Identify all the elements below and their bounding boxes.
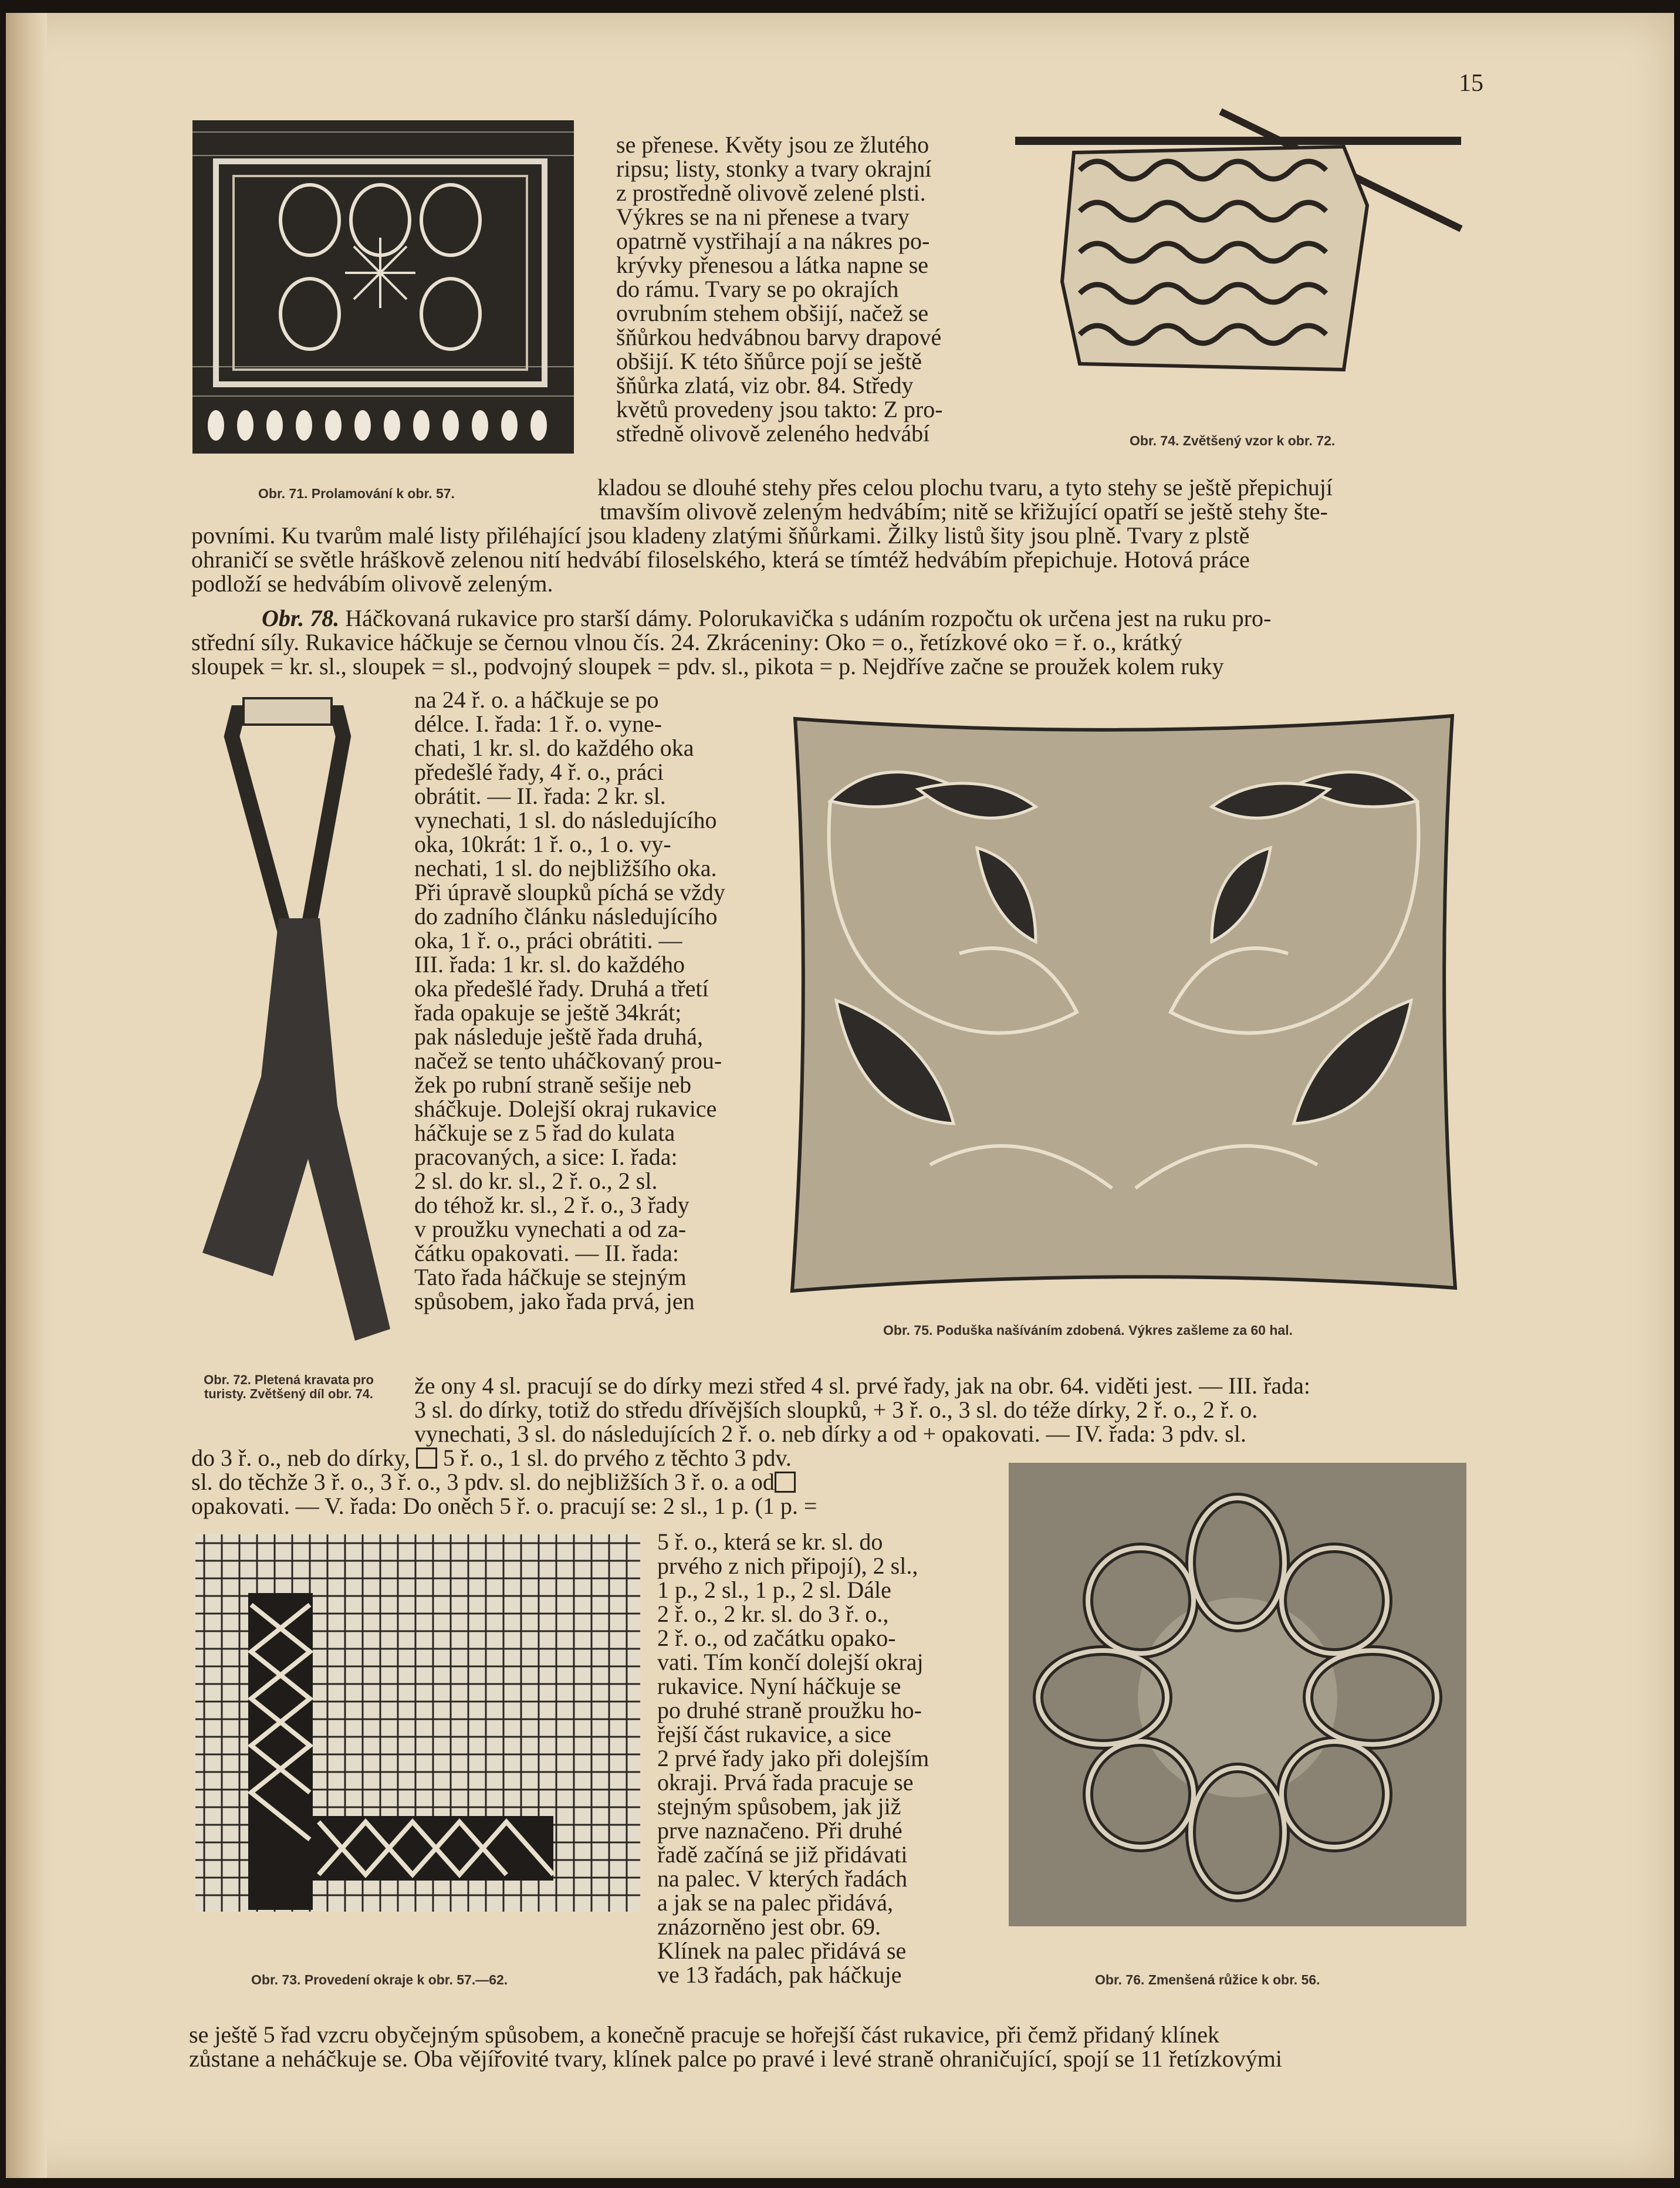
- text-line: sloupek = kr. sl., sloupek = sl., podvojný sloupek = pdv. sl., pikota = p. Nejdříve začne se proužek kolem ruky: [191, 653, 1224, 679]
- text-line: 3 sl. do dírky, totiž do středu dřívějších sloupků, + 3 ř. o., 3 sl. do téže dírky, 2 ř. o., 2 ř. o.: [414, 1396, 1258, 1423]
- paragraph-mid-3: [191, 1446, 817, 1518]
- text-line: podloží se hedvábím olivově zeleným.: [191, 570, 553, 597]
- text-line: středně olivově zeleného hedvábí: [616, 420, 930, 447]
- figure-72-caption: Obr. 72. Pletená kravata pro turisty. Zvětšený díl obr. 74.: [204, 1372, 374, 1401]
- text-line: rukavice. Nyní háčkuje se: [657, 1673, 901, 1699]
- obr78-label: Obr. 78.: [262, 605, 340, 631]
- text-line: předešlé řady, 4 ř. o., práci: [414, 759, 664, 785]
- text-line: po druhé straně proužku ho-: [657, 1697, 922, 1723]
- figure-75-image: [783, 707, 1464, 1300]
- text-line: pak následuje ještě řada druhá,: [414, 1023, 704, 1050]
- figure-76-image: [1009, 1463, 1466, 1926]
- text-line: na 24 ř. o. a háčkuje se po: [414, 687, 659, 713]
- text-line: v proužku vynechati a od za-: [414, 1216, 687, 1242]
- text-line: krývky přenesou a látka napne se: [616, 252, 929, 278]
- text-line: oka, 10krát: 1 ř. o., 1 o. vy-: [414, 831, 671, 857]
- text-line: šňůrka zlatá, viz obr. 84. Středy: [616, 372, 914, 398]
- text-line: na palec. V kterých řadách: [657, 1865, 908, 1892]
- text-line: ve 13 řadách, pak háčkuje: [657, 1962, 902, 1988]
- figure-74-caption: Obr. 74. Zvětšený vzor k obr. 72.: [1130, 433, 1336, 448]
- text-line: nechati, 1 sl. do nejbližšího oka.: [414, 855, 717, 881]
- page-number: 15: [1459, 70, 1483, 97]
- text-line: se ještě 5 řad vzcru obyčejným spůsobem, a konečně pracuje se hořejší část rukavice, při čemž přidaný klínek: [189, 2021, 1220, 2048]
- text-line: oka předešlé řady. Druhá a třetí: [414, 975, 709, 1002]
- text-line: květů provedeny jsou takto: Z pro-: [616, 396, 943, 422]
- text-line: prve naznačeno. Při druhé: [657, 1817, 902, 1844]
- text-line: spůsobem, jako řada prvá, jen: [414, 1288, 695, 1314]
- text-line: obšijí. K této šňůrce pojí se ještě: [616, 348, 922, 374]
- text-line: se přenese. Květy jsou ze žlutého: [616, 131, 929, 158]
- text-line: že ony 4 sl. pracují se do dírky mezi střed 4 sl. prvé řady, jak na obr. 64. viděti jest. — III. řada:: [414, 1372, 1310, 1399]
- text-line: 2 ř. o., od začátku opako-: [657, 1625, 896, 1651]
- text-line: tmavším olivově zeleným hedvábím; nitě se křižující opatří se ještě stehy šte-: [600, 498, 1328, 525]
- text-line: žek po rubní straně sešije neb: [414, 1071, 692, 1098]
- text-line: řada opakuje se ještě 34krát;: [414, 999, 682, 1026]
- text-line: 2 ř. o., 2 kr. sl. do 3 ř. o.,: [657, 1601, 889, 1627]
- text-line: opatrně vystřihají a na nákres po-: [616, 228, 930, 254]
- text-line: délce. I. řada: 1 ř. o. vyne-: [414, 711, 662, 737]
- figure-71-image: [192, 120, 574, 454]
- text-line: pracovaných, a sice: I. řada:: [414, 1144, 678, 1170]
- text-line: [191, 606, 1271, 630]
- figure-73-caption: Obr. 73. Provedení okraje k obr. 57.—62.: [251, 1972, 508, 1987]
- obr78-first-line: Háčkovaná rukavice pro starší dámy. Polorukavička s udáním rozpočtu ok určena jest na ruku pro-: [345, 605, 1272, 631]
- text-line: do rámu. Tvary se po okrajích: [616, 276, 899, 302]
- text-fragment: 5 ř. o., 1 sl. do prvého z těchto 3 pdv.: [437, 1445, 792, 1471]
- paragraph-mid-column-top: [616, 133, 1003, 445]
- text-line: III. řada: 1 kr. sl. do každého: [414, 951, 685, 978]
- text-line: vynechati, 1 sl. do následujícího: [414, 807, 717, 833]
- text-line: ohraničí se světle hráškově zelenou nití hedvábí filoselského, která se tímtéž hedvábím přepichuje. Hotová práce: [191, 546, 1250, 573]
- square-symbol-icon: [775, 1472, 796, 1493]
- text-line: střední síly. Rukavice háčkuje se černou vlnou čís. 24. Zkráceniny: Oko = o., řetízkové oko = ř. o., krátký: [191, 629, 1182, 655]
- text-line: okraji. Prvá řada pracuje se: [657, 1769, 914, 1795]
- figure-71-caption: Obr. 71. Prolamování k obr. 57.: [258, 486, 455, 501]
- square-symbol-icon: [416, 1448, 437, 1469]
- paragraph-obr78: [191, 606, 1271, 678]
- text-line: stejným spůsobem, jak již: [657, 1793, 901, 1820]
- figure-75-caption: Obr. 75. Poduška našíváním zdobená. Výkres zašleme za 60 hal.: [883, 1323, 1293, 1338]
- text-line: Výkres se na ni přenese a tvary: [616, 204, 910, 230]
- text-line: oka, 1 ř. o., práci obrátiti. —: [414, 927, 682, 953]
- text-line: z prostředně olivově zelené plsti.: [616, 180, 926, 206]
- figure-72-image: [197, 695, 396, 1347]
- text-line: načež se tento uháčkovaný prou-: [414, 1047, 722, 1074]
- text-line: háčkuje se z 5 řad do kulata: [414, 1120, 675, 1146]
- text-line: řadě začíná se již přidávati: [657, 1841, 908, 1868]
- text-fragment: do 3 ř. o., neb do dírky,: [191, 1445, 416, 1471]
- text-line: opakovati. — V. řada: Do oněch 5 ř. o. pracují se: 2 sl., 1 p. (1 p. =: [191, 1493, 817, 1519]
- text-line: kladou se dlouhé stehy přes celou plochu tvaru, a tyto stehy se ještě přepichují: [597, 474, 1333, 500]
- text-line: řejší část rukavice, a sice: [657, 1721, 891, 1747]
- text-fragment: sl. do těchže 3 ř. o., 3 ř. o., 3 pdv. sl. do nejbližších 3 ř. o. a od: [191, 1469, 775, 1495]
- text-line: šňůrkou hedvábnou barvy drapové: [616, 324, 942, 350]
- text-line: vati. Tím končí dolejší okraj: [657, 1649, 924, 1675]
- text-line: vynechati, 3 sl. do následujících 2 ř. o. neb dírky a od + opakovati. — IV. řada: 3 pdv. sl.: [414, 1421, 1246, 1447]
- text-line: do téhož kr. sl., 2 ř. o., 3 řady: [414, 1192, 689, 1218]
- text-line: obrátit. — II. řada: 2 kr. sl.: [414, 783, 666, 809]
- text-line: sháčkuje. Dolejší okraj rukavice: [414, 1095, 717, 1122]
- text-line: povními. Ku tvarům malé listy přiléhající jsou kladeny zlatými šňůrkami. Žilky listů šity jsou plně. Tvary z plstě: [191, 522, 1250, 549]
- figure-73-image: [195, 1534, 640, 1912]
- paragraph-wide-1: [597, 475, 1333, 523]
- paragraph-full-3: [189, 2023, 1282, 2071]
- text-line: 1 p., 2 sl., 1 p., 2 sl. Dále: [657, 1577, 891, 1603]
- text-line: do zadního článku následujícího: [414, 903, 718, 929]
- text-line: 2 prvé řady jako při dolejším: [657, 1745, 929, 1771]
- paragraph-wide-2: [414, 1374, 1310, 1446]
- text-line: 2 sl. do kr. sl., 2 ř. o., 2 sl.: [414, 1168, 658, 1194]
- text-line: chati, 1 kr. sl. do každého oka: [414, 735, 694, 761]
- paragraph-narrow-column: [414, 688, 766, 1313]
- paragraph-full-1: [191, 523, 1250, 596]
- text-line: 5 ř. o., která se kr. sl. do: [657, 1528, 883, 1555]
- text-line: zůstane a neháčkuje se. Oba vějířovité tvary, klínek palce po pravé i levé straně ohraničující, spojí se 11 řetízkovými: [189, 2045, 1283, 2072]
- figure-74-image: [1015, 106, 1467, 381]
- text-line: Při úpravě sloupků píchá se vždy: [414, 879, 725, 905]
- text-line: znázorněno jest obr. 69.: [657, 1913, 881, 1940]
- figure-76-caption: Obr. 76. Zmenšená růžice k obr. 56.: [1095, 1972, 1320, 1987]
- text-line: ripsu; listy, stonky a tvary okrajní: [616, 155, 932, 182]
- page-spine: [6, 13, 47, 2178]
- text-line: čátku opakovati. — II. řada:: [414, 1240, 679, 1266]
- text-line: ovrubním stehem obšijí, načež se: [616, 300, 929, 326]
- text-line: a jak se na palec přidává,: [657, 1889, 894, 1916]
- text-line: prvého z nich připojí), 2 sl.,: [657, 1553, 918, 1579]
- text-line: Klínek na palec přidává se: [657, 1937, 907, 1964]
- paragraph-lower-column: [657, 1530, 986, 1987]
- text-line: [191, 1470, 817, 1494]
- text-line: [191, 1446, 817, 1470]
- text-line: Tato řada háčkuje se stejným: [414, 1264, 687, 1290]
